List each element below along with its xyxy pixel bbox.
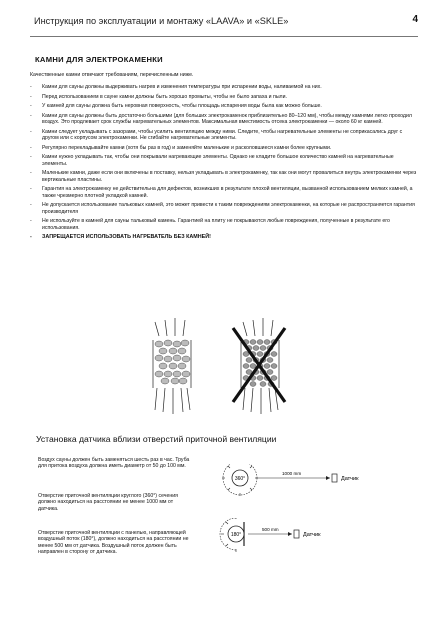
section-intro: Качественные камни отвечают требованиям, перечисленным ниже. (30, 72, 194, 78)
list-item: - Не допускается использование тальковых камней, это может привести к таким повреждениям электрокаменки, на которые не распространяется гарантия производителя (30, 202, 415, 215)
diagram-round-inlet (200, 464, 400, 514)
inlet-angle-label: 180° (230, 532, 242, 538)
sensor-label: Датчик (303, 532, 321, 538)
list-item: - Перед использованием в сауне камни должны быть хорошо промыты, чтобы не было запаха и пыли. (30, 93, 287, 100)
vent-section-title: Установка датчика вблизи отверстий приточной вентиляции (36, 434, 277, 444)
header-title: Инструкция по эксплуатации и монтажу «LAAVA» и «SKLE» (34, 16, 289, 26)
warning-item: - ЗАПРЕЩАЕТСЯ ИСПОЛЬЗОВАТЬ НАГРЕВАТЕЛЬ БЕЗ КАМНЕЙ! (30, 234, 211, 241)
list-item: - Камни следует укладывать с зазорами, чтобы усилить вентиляцию между ними. Следите, чтобы нагревательные элементы не соприкасались друг с другом или с корпусом электрокаменки. Не сгибайте нагревательные элементы. (30, 128, 403, 142)
list-item: - Камни нужно укладывать так, чтобы они покрывали нагревающие элементы. Однако не кладите большое количество камней на нагревательные элементы. (30, 154, 394, 167)
header-divider (30, 36, 418, 37)
list-item: - Маленькие камни, даже если они включены в поставку, нельзя укладывать в электрокаменку, так как они могут провалиться внутрь электрокаменки через вертикальные пластины. (30, 170, 417, 183)
list-item: - Не используйте в камней для сауны тальковый камень. Гарантией на плиту не покрываются любые повреждения, полученные в результате его использования. (30, 218, 390, 231)
inlet-angle-label: 360° (234, 476, 246, 482)
vent-text-panel-inlet: Отверстие приточной вентиляции с панелью, направляющей воздушный поток (180°), должно находиться на расстоянии не менее 500 мм от датчика. Воздушный поток должен быть направлен в сторону от датчика. (38, 530, 189, 556)
sensor-box-icon (332, 474, 337, 482)
list-item: - Камни для сауны должны выдерживать нагрев и изменения температуры при испарении воды, наливаемой на них. (30, 84, 322, 90)
vent-text-air-exchange: Воздух сауны должен быть заменяться шесть раз в час. Труба для притока воздуха должна иметь диаметр от 50 до 100 мм. (38, 457, 190, 470)
list-item: - Гарантия на электрокаменку не действительна для дефектов, возникших в результате плохой вентиляции, вызванной использованием мелких камней, а также чрезмерно плотной укладкой камней. (30, 186, 413, 199)
distance-label: 1000 mm (282, 471, 302, 476)
distance-label: 500 mm (262, 527, 279, 532)
list-item: - Регулярно перекладывайте камни (хотя бы раз в год) и заменяйте маленькие и расколовшиеся камни более крупными. (30, 144, 332, 151)
heater-stones-drawing (135, 318, 315, 416)
stone-requirements-list (30, 84, 420, 244)
page-header (30, 14, 418, 34)
diagram-panel-inlet (200, 518, 400, 568)
stone-stacking-illustration (135, 318, 315, 416)
list-item: - Камни для сауны должны быть достаточно большими (для больших электрокаменок приблизительно 80–120 мм), чтобы между камнями легко проходил воздух. Это продлевает срок службы нагревательных элементов. Максимальная вместимость отсека электрокаменки — около 60 кг камней. (30, 112, 412, 126)
list-item: - У камней для сауны должна быть неровная поверхность, чтобы площадь испарения воды была как можно больше. (30, 103, 322, 110)
section-title: КАМНИ ДЛЯ ЭЛЕКТРОКАМЕНКИ (35, 55, 163, 64)
sensor-box-icon (294, 530, 299, 538)
page-number: 4 (412, 14, 418, 25)
vent-text-round-inlet: Отверстие приточной вентиляции круглого (360°) сечения должно находиться на расстоянии не менее 1000 мм от датчика. (38, 493, 178, 512)
sensor-label: Датчик (341, 476, 359, 482)
